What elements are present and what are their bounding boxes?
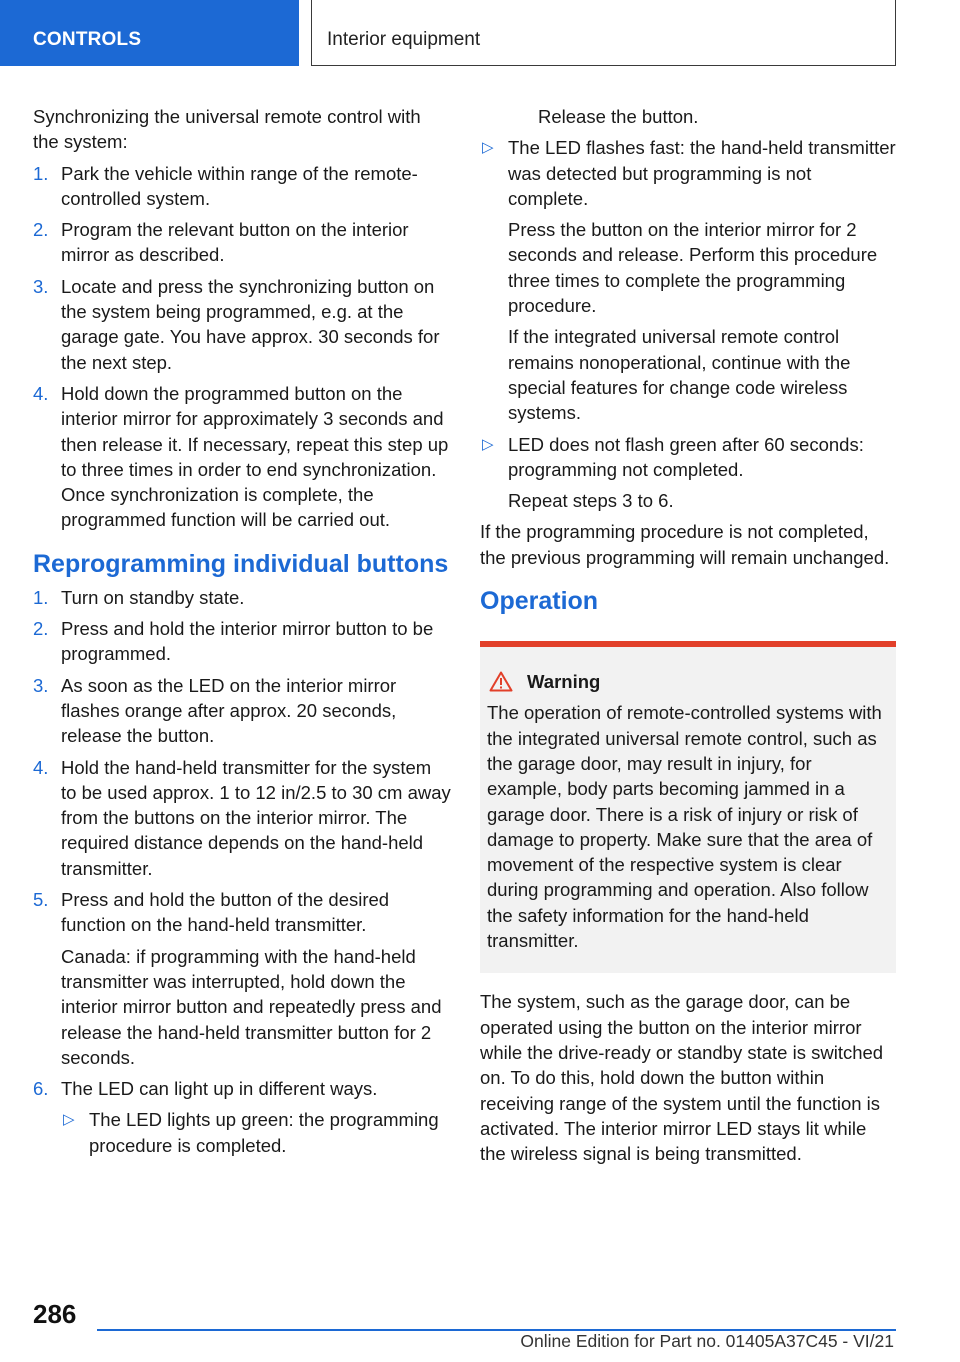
bullet-subtext: If the integrated universal remote control remains nonoperational, continue with the special features for change code wireless systems.	[508, 326, 851, 424]
step-text: As soon as the LED on the interior mirror flashes orange after approx. 20 seconds, release the button.	[61, 674, 397, 747]
bullet-subtext: Press the button on the interior mirror for 2 seconds and release. Perform this procedure three times to complete the programming procedure.	[508, 219, 878, 317]
release-text: Release the button.	[538, 106, 699, 127]
bullet-text: LED does not flash green after 60 seconds: programming not completed.	[508, 433, 864, 480]
warning-box	[480, 641, 896, 973]
chapter-title-bar	[311, 0, 896, 66]
list-item	[33, 161, 451, 212]
bullet-text: The LED lights up green: the programming procedure is completed.	[89, 1109, 439, 1156]
step-text: Locate and press the synchronizing button on the system being programmed, e.g. at the garage gate. You have approx. 30 seconds for the next step.	[61, 275, 440, 373]
right-column	[480, 104, 896, 1172]
list-item	[33, 217, 451, 268]
triangle-bullet-icon: ▷	[63, 1111, 75, 1129]
edition-text: Online Edition for Part no. 01405A37C45 - VI/21	[520, 1331, 894, 1351]
step-text: Hold down the programmed button on the interior mirror for approximately 3 seconds and then release it. If necessary, repeat this step up to three times in order to end synchronization. Once synchronization is complete, the programmed function will be carried out.	[61, 382, 449, 531]
triangle-bullet-icon: ▷	[482, 139, 494, 157]
led-bullet-item	[480, 432, 896, 514]
section-label: CONTROLS	[33, 29, 142, 50]
warning-title: Warning	[527, 671, 601, 693]
step-text: Press and hold the interior mirror button to be programmed.	[61, 618, 434, 665]
list-item	[33, 755, 451, 881]
page-number: 286	[33, 1299, 77, 1329]
warning-title-row	[487, 669, 888, 694]
operation-text: The system, such as the garage door, can be operated using the button on the interior mirror while the drive-ready or standby state is switched on. To do this, hold down the button within receiving range of the system until the function is activated. The interior mirror LED stays lit while the wireless signal is being transmitted.	[480, 991, 884, 1165]
list-item	[33, 585, 451, 610]
not-completed-text: If the programming procedure is not completed, the previous programming will remain unchanged.	[480, 521, 890, 568]
triangle-bullet-icon: ▷	[482, 435, 494, 453]
step-number: 4.	[33, 756, 49, 778]
step-text: Hold the hand-held transmitter for the system to be used approx. 1 to 12 in/2.5 to 30 cm away from the buttons on the interior mirror. The required distance depends on the hand-held transmitter.	[61, 756, 451, 879]
step-number: 5.	[33, 889, 49, 911]
led-bullet-item	[480, 135, 896, 425]
step-text: Press and hold the button of the desired function on the hand-held transmitter.	[61, 889, 390, 936]
warning-text: The operation of remote-controlled systems with the integrated universal remote control, such as the garage door, may result in injury, for example, body parts becoming jammed in a garage door. There is a risk of injury or risk of damage to property. Make sure that the area of movement of the respective system is clear during programming and operation. Also follow the safety information for the hand-held transmitter.	[487, 702, 882, 952]
reprogramming-steps-list	[33, 585, 451, 1158]
step-text: The LED can light up in different ways.	[61, 1078, 378, 1100]
list-item	[33, 274, 451, 375]
operation-heading: Operation	[480, 587, 599, 616]
bullet-subtext: Repeat steps 3 to 6.	[508, 490, 674, 512]
list-item	[33, 616, 451, 667]
sync-steps-list	[33, 161, 451, 533]
step-text: Park the vehicle within range of the remote-controlled system.	[61, 162, 418, 209]
step-number: 3.	[33, 674, 49, 696]
step-number: 3.	[33, 275, 49, 297]
step-text: Turn on standby state.	[61, 586, 245, 608]
step-number: 1.	[33, 162, 49, 184]
led-bullet-item	[61, 1107, 451, 1158]
step-subtext: Canada: if programming with the hand-held transmitter was interrupted, hold down the interior mirror button and repeatedly press and release the hand-held transmitter button for 2 seconds.	[61, 945, 442, 1068]
step-number: 1.	[33, 586, 49, 608]
step-number: 4.	[33, 382, 49, 404]
list-item	[33, 673, 451, 749]
step-number: 6.	[33, 1078, 49, 1100]
step-number: 2.	[33, 219, 49, 241]
warning-triangle-icon	[489, 671, 513, 692]
step-text: Program the relevant button on the interior mirror as described.	[61, 219, 409, 266]
list-item	[33, 1076, 451, 1158]
sync-intro: Synchronizing the universal remote control with the system:	[33, 106, 421, 153]
section-tab[interactable]	[0, 0, 299, 66]
bullet-text: The LED flashes fast: the hand-held transmitter was detected but programming is not complete.	[508, 137, 896, 209]
step-number: 2.	[33, 618, 49, 640]
list-item	[33, 887, 451, 1070]
chapter-title: Interior equipment	[327, 29, 481, 50]
list-item	[33, 381, 451, 533]
reprogramming-heading: Reprogramming individual buttons	[33, 549, 449, 578]
left-column	[33, 104, 451, 1164]
